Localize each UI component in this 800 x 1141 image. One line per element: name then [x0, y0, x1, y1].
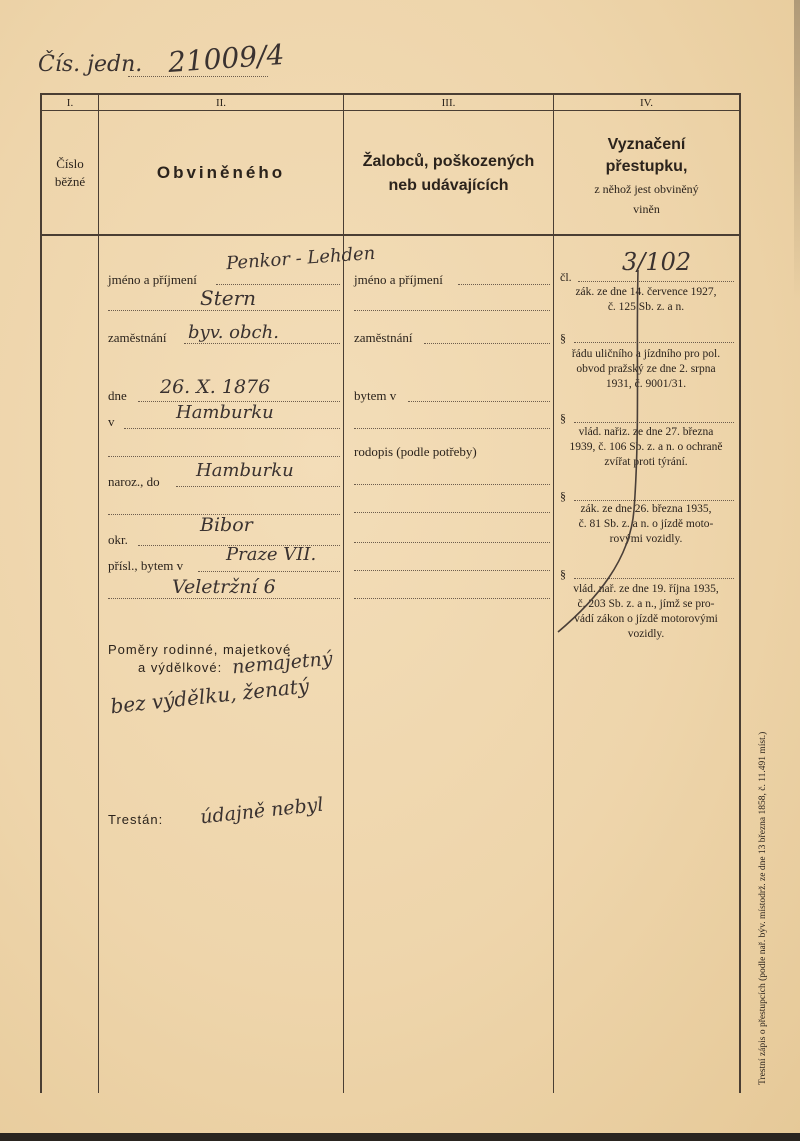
- accused-job-value: byv. obch.: [188, 322, 279, 343]
- offense-3-text-3: zvířat proti týrání.: [604, 456, 688, 468]
- plaintiff-resid-line: [408, 401, 550, 402]
- plaintiff-resid-line-2: [354, 428, 550, 429]
- offense-3-text-1: vlád. nařiz. ze dne 27. března: [578, 426, 714, 438]
- punished-label: Trestán:: [108, 812, 164, 827]
- offense-1-text: zák. ze dne 14. července 1927,: [575, 286, 717, 298]
- offense-5-text-4: vozidly.: [627, 628, 665, 640]
- col-2-roman: II.: [215, 97, 227, 109]
- plaintiff-name-line: [458, 284, 550, 285]
- offense-5-text-3: vádí zákon o jízdě motorovými: [574, 613, 718, 625]
- plaintiff-name-label: jméno a příjmení: [354, 272, 443, 287]
- plaintiff-job-label: zaměstnání: [354, 330, 413, 345]
- accused-resid-line: [198, 571, 340, 572]
- accused-resid-value-2: Veletržní 6: [172, 576, 276, 598]
- offense-4-text-1: zák. ze dne 26. března 1935,: [580, 503, 712, 515]
- accused-job-line: [184, 343, 340, 344]
- pencil-strike-path: [558, 270, 638, 632]
- header-row-divider: [40, 234, 741, 236]
- offense-5-prefix: §: [560, 567, 566, 581]
- accused-date-value: 26. X. 1876: [160, 376, 271, 398]
- family-label-1: Poměry rodinné, majetkové: [108, 642, 292, 657]
- col-4-header-line4: viněn: [633, 202, 660, 216]
- offense-3-prefix: §: [560, 411, 566, 425]
- scan-edge: [794, 0, 800, 300]
- family-label-2: a výdělkové:: [138, 660, 223, 675]
- accused-resid-line-2: [108, 598, 340, 599]
- scan-bottom-edge: [0, 1133, 800, 1141]
- offense-5-text-1: vlád. nař. ze dne 19. října 1935,: [573, 583, 719, 595]
- accused-name-line-2: [108, 310, 340, 311]
- col-divider-3: [553, 93, 554, 1093]
- col-1-header-line1: Číslo: [56, 156, 84, 171]
- accused-date-label: dne: [108, 388, 127, 403]
- ref-label: Čís. jedn.: [38, 52, 143, 77]
- col-divider-2: [343, 93, 344, 1093]
- ref-number: 21009/4: [166, 37, 286, 80]
- col-3-header-line2: neb udávajících: [388, 177, 509, 194]
- accused-district-label: okr.: [108, 532, 128, 547]
- accused-place-value: Hamburku: [176, 402, 274, 423]
- offense-3-text-2: 1939, č. 106 Sb. z. a n. o ochraně: [569, 441, 723, 453]
- side-note: Trestní zápis o přestupcích (podle nař. býv. místodrž. ze dne 13 března 1858, č. 11.491 míst.): [758, 731, 768, 1085]
- offense-2-text-1: řádu uličního a jízdního pro pol.: [571, 348, 721, 360]
- offense-1-text-2: č. 125 Sb. z. a n.: [607, 301, 685, 313]
- accused-born-value: Hamburku: [196, 460, 294, 481]
- col-4-roman: IV.: [640, 97, 653, 109]
- plaintiff-bio-line-5: [354, 598, 550, 599]
- plaintiff-bio-line-3: [354, 542, 550, 543]
- col-3-header: [344, 150, 553, 198]
- offense-1-prefix: čl.: [560, 270, 572, 284]
- offense-5-text-2: č. 203 Sb. z. a n., jímž se pro-: [577, 598, 715, 610]
- col-3-header-line1: Žalobců, poškozených: [362, 153, 535, 170]
- accused-name-value-2: Stern: [200, 286, 257, 310]
- accused-district-value: Bibor: [200, 514, 253, 536]
- plaintiff-bio-label: rodopis (podle potřeby): [354, 444, 477, 459]
- accused-blank-line: [108, 456, 340, 457]
- offense-4-prefix: §: [560, 489, 566, 503]
- offense-1-value: 3/102: [622, 248, 692, 276]
- plaintiff-bio-line-1: [354, 484, 550, 485]
- offense-2-text-3: 1931, č. 9001/31.: [605, 378, 687, 390]
- plaintiff-bio-line-4: [354, 570, 550, 571]
- col-1-header-line2: běžné: [54, 174, 86, 189]
- family-value-1: nemajetný: [231, 647, 334, 679]
- offense-2-text-2: obvod pražský ze dne 2. srpna: [576, 363, 716, 375]
- col-4-header: [554, 134, 739, 218]
- accused-name-value: Penkor - Lehden: [225, 242, 376, 275]
- accused-name-line: [216, 284, 340, 285]
- plaintiff-bio-line-2: [354, 512, 550, 513]
- family-value-2: bez výdělku, ženatý: [109, 673, 311, 719]
- accused-place-line: [124, 428, 340, 429]
- pencil-strike-mark: [556, 260, 736, 640]
- accused-resid-label: přísl., bytem v: [108, 558, 184, 573]
- col-2-header: Obviněného: [156, 163, 286, 182]
- offense-4-text-3: rovými vozidly.: [609, 533, 683, 545]
- table-top-border: [40, 93, 741, 95]
- accused-job-label: zaměstnání: [108, 330, 167, 345]
- offense-2-prefix: §: [560, 331, 566, 345]
- accused-resid-value: Praze VII.: [226, 544, 317, 565]
- punished-value: údajně nebyl: [199, 793, 325, 829]
- col-divider-1: [98, 93, 99, 1093]
- accused-born-line: [176, 486, 340, 487]
- accused-place-label: v: [108, 414, 115, 429]
- table-left-border: [40, 93, 42, 1093]
- accused-name-label: jméno a příjmení: [108, 272, 197, 287]
- plaintiff-job-line: [424, 343, 550, 344]
- col-3-roman: III.: [441, 97, 456, 109]
- plaintiff-resid-label: bytem v: [354, 388, 397, 403]
- plaintiff-name-line-2: [354, 310, 550, 311]
- roman-row-divider: [40, 110, 741, 111]
- table-right-border: [739, 93, 741, 1093]
- col-4-header-line1: Vyznačení: [607, 136, 686, 153]
- col-1-header: [42, 155, 98, 191]
- col-1-roman: I.: [66, 97, 74, 109]
- col-4-header-line2: přestupku,: [605, 158, 688, 175]
- offense-4-text-2: č. 81 Sb. z. a n. o jízdě moto-: [578, 518, 714, 530]
- col-4-header-line3: z něhož jest obviněný: [594, 182, 699, 196]
- accused-born-label: naroz., do: [108, 474, 160, 489]
